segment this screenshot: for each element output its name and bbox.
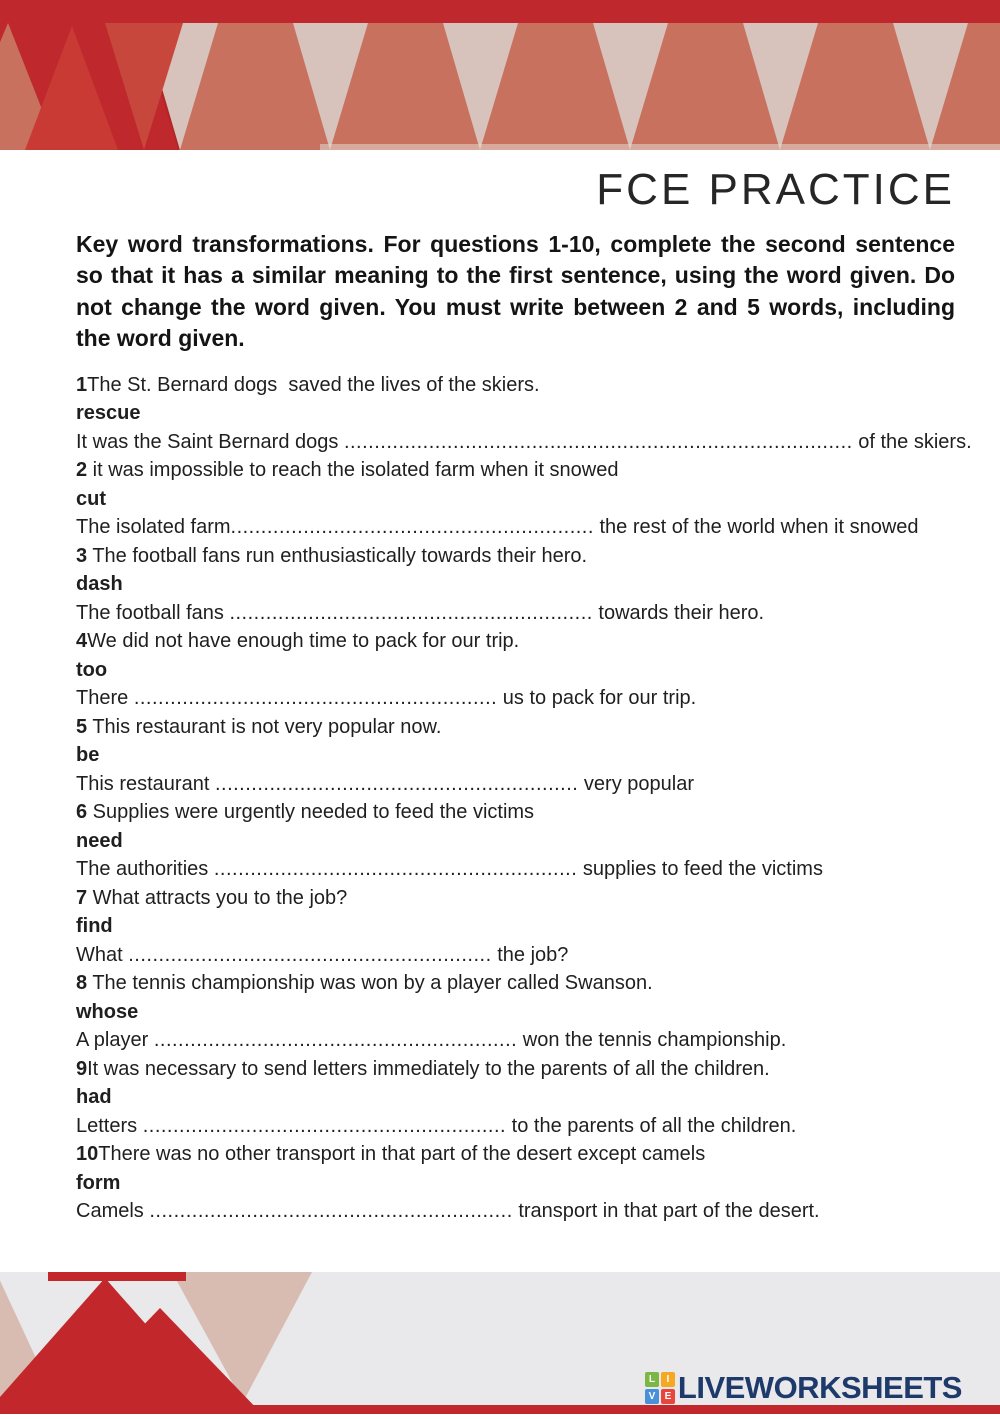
icon-square-l: L bbox=[645, 1372, 659, 1387]
question-number: 1 bbox=[76, 373, 88, 396]
question-keyword: dash bbox=[76, 573, 123, 596]
question-number: 9 bbox=[76, 1057, 88, 1080]
question-keyword: cut bbox=[76, 487, 106, 510]
header-triangles-graphic bbox=[0, 0, 1000, 150]
answer-blank[interactable]: .................................................................................... bbox=[343, 430, 853, 453]
icon-square-i: I bbox=[661, 1372, 675, 1387]
question-text: This restaurant is not very popular now. bbox=[87, 715, 442, 738]
question-block bbox=[76, 969, 955, 1055]
question-block bbox=[76, 1140, 955, 1226]
answer-blank[interactable]: ............................................................ bbox=[133, 687, 498, 710]
question-block bbox=[76, 798, 955, 884]
question-text: What attracts you to the job? bbox=[87, 886, 348, 909]
answer-prefix: What bbox=[76, 943, 129, 966]
question-sentence bbox=[76, 969, 955, 998]
question-keyword: too bbox=[76, 658, 108, 681]
answer-line bbox=[76, 770, 955, 799]
answer-line bbox=[76, 684, 955, 713]
question-number: 5 bbox=[76, 715, 88, 738]
question-keyword: be bbox=[76, 744, 100, 767]
question-block bbox=[76, 1055, 955, 1141]
answer-prefix: There bbox=[76, 687, 134, 710]
answer-prefix: It was the Saint Bernard dogs bbox=[76, 430, 344, 453]
answer-suffix: transport in that part of the desert. bbox=[512, 1200, 820, 1223]
answer-suffix: us to pack for our trip. bbox=[497, 687, 697, 710]
answer-blank[interactable]: ............................................................ bbox=[230, 516, 594, 539]
header-triangle-banner bbox=[0, 0, 1000, 150]
worksheet-content bbox=[0, 150, 1000, 1226]
answer-prefix: Letters bbox=[76, 1114, 143, 1137]
answer-blank[interactable]: ............................................................ bbox=[149, 1200, 513, 1223]
question-keyword: rescue bbox=[76, 402, 141, 425]
answer-suffix: very popular bbox=[578, 772, 694, 795]
answer-blank[interactable]: ............................................................ bbox=[229, 601, 593, 624]
answer-blank[interactable]: ............................................................ bbox=[213, 858, 578, 881]
answer-line bbox=[76, 855, 955, 884]
question-keyword: need bbox=[76, 829, 123, 852]
question-text: The St. Bernard dogs saved the lives of the skiers. bbox=[87, 373, 540, 396]
answer-prefix: This restaurant bbox=[76, 772, 215, 795]
answer-prefix: The isolated farm bbox=[76, 516, 231, 539]
answer-blank[interactable]: ............................................................ bbox=[128, 943, 492, 966]
question-text: We did not have enough time to pack for our trip. bbox=[87, 630, 520, 653]
question-number: 3 bbox=[76, 544, 88, 567]
liveworksheets-wordmark: LIVEWORKSHEETS bbox=[677, 1370, 962, 1405]
question-text: Supplies were urgently needed to feed the victims bbox=[87, 801, 535, 824]
question-keyword: had bbox=[76, 1086, 112, 1109]
answer-blank[interactable]: ............................................................ bbox=[214, 772, 579, 795]
page-title: FCE PRACTICE bbox=[596, 165, 955, 214]
icon-square-e: E bbox=[661, 1389, 675, 1404]
question-number: 2 bbox=[76, 459, 88, 482]
question-keyword: whose bbox=[76, 1000, 139, 1023]
answer-prefix: Camels bbox=[76, 1200, 150, 1223]
answer-line bbox=[76, 513, 955, 542]
answer-suffix: the job? bbox=[491, 943, 569, 966]
question-block bbox=[76, 713, 955, 799]
question-number: 10 bbox=[76, 1143, 99, 1166]
question-keyword: find bbox=[76, 915, 113, 938]
question-block bbox=[76, 884, 955, 970]
question-block bbox=[76, 627, 955, 713]
question-block bbox=[76, 456, 955, 542]
answer-line bbox=[76, 941, 955, 970]
question-text: The tennis championship was won by a player called Swanson. bbox=[87, 972, 653, 995]
question-number: 7 bbox=[76, 886, 88, 909]
question-text: There was no other transport in that part of the desert except camels bbox=[98, 1143, 706, 1166]
answer-prefix: The authorities bbox=[76, 858, 214, 881]
question-block bbox=[76, 542, 955, 628]
answer-suffix: towards their hero. bbox=[592, 601, 765, 624]
liveworksheets-icon bbox=[645, 1372, 675, 1404]
answer-prefix: A player bbox=[76, 1029, 154, 1052]
question-number: 6 bbox=[76, 801, 88, 824]
answer-suffix: won the tennis championship. bbox=[517, 1029, 787, 1052]
question-sentence bbox=[76, 456, 955, 485]
question-sentence bbox=[76, 542, 955, 571]
question-number: 8 bbox=[76, 972, 88, 995]
answer-suffix: of the skiers. bbox=[852, 430, 972, 453]
questions-list bbox=[76, 371, 972, 1226]
answer-line bbox=[76, 1197, 955, 1226]
question-sentence bbox=[76, 1055, 955, 1084]
question-keyword: form bbox=[76, 1171, 121, 1194]
question-sentence bbox=[76, 1140, 955, 1169]
answer-suffix: to the parents of all the children. bbox=[506, 1114, 797, 1137]
question-sentence bbox=[76, 627, 955, 656]
question-sentence bbox=[76, 884, 955, 913]
answer-line bbox=[76, 599, 955, 628]
answer-blank[interactable]: ............................................................ bbox=[153, 1029, 518, 1052]
question-sentence bbox=[76, 713, 955, 742]
answer-suffix: supplies to feed the victims bbox=[577, 858, 823, 881]
question-block bbox=[76, 371, 972, 457]
question-text: it was impossible to reach the isolated farm when it snowed bbox=[87, 459, 619, 482]
icon-square-v: V bbox=[645, 1389, 659, 1404]
question-sentence bbox=[76, 798, 955, 827]
instructions-paragraph: Key word transformations. For questions 1-10, complete the second sentence so that it has a similar meaning to the first sentence, using the word given. Do not change the word given. You must write between 2 and 5 words, including the word given. bbox=[76, 230, 955, 352]
question-text: The football fans run enthusiastically towards their hero. bbox=[87, 544, 588, 567]
answer-line bbox=[76, 1112, 955, 1141]
question-sentence bbox=[76, 371, 955, 400]
question-number: 4 bbox=[76, 630, 88, 653]
answer-prefix: The football fans bbox=[76, 601, 230, 624]
answer-suffix: the rest of the world when it snowed bbox=[593, 516, 919, 539]
answer-line bbox=[76, 1026, 955, 1055]
question-text: It was necessary to send letters immediately to the parents of all the children. bbox=[87, 1057, 770, 1080]
answer-blank[interactable]: ............................................................ bbox=[142, 1114, 507, 1137]
answer-line bbox=[76, 428, 972, 457]
liveworksheets-logo[interactable] bbox=[645, 1370, 962, 1406]
